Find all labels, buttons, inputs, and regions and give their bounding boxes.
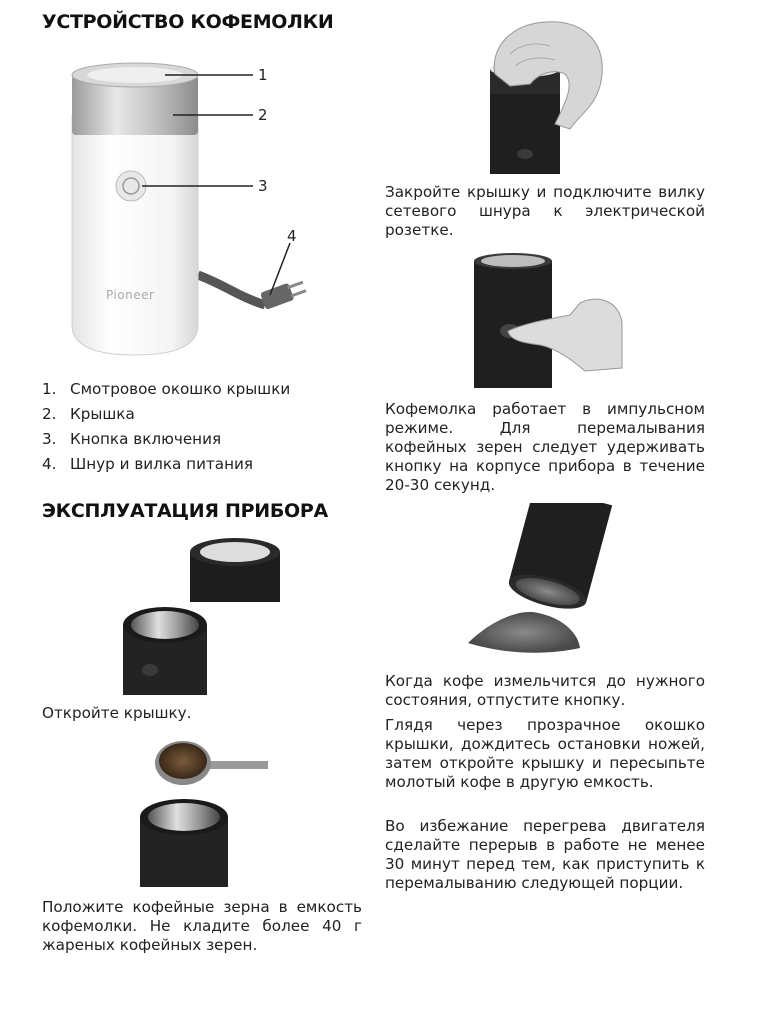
callout-3: 3 bbox=[258, 177, 268, 195]
ground-coffee-illustration bbox=[468, 503, 628, 661]
step-open-lid: Откройте крышку. bbox=[42, 704, 192, 722]
list-item: 4. Шнур и вилка питания bbox=[42, 455, 254, 473]
add-beans-illustration bbox=[138, 737, 278, 887]
step-add-beans: Положите кофейные зерна в емкость кофемолки. Не кладите более 40 г жареных кофейных зерен. bbox=[42, 898, 362, 954]
brand-label: Pioneer bbox=[106, 288, 155, 302]
step-release: Когда кофе измельчится до нужного состояния, отпустите кнопку. bbox=[385, 672, 705, 709]
callout-1: 1 bbox=[258, 66, 268, 84]
section-title-device: УСТРОЙСТВО КОФЕМОЛКИ bbox=[42, 11, 334, 33]
step-close-lid: Закройте крышку и подключите вилку сетевого шнура к электрической розетке. bbox=[385, 183, 705, 239]
list-item: 2. Крышка bbox=[42, 405, 135, 423]
list-item: 3. Кнопка включения bbox=[42, 430, 222, 448]
step-pour: Глядя через прозрачное окошко крышки, дождитесь остановки ножей, затем откройте крышку и пересыпьте молотый кофе в другую емкость. bbox=[385, 716, 705, 791]
open-lid-illustration bbox=[120, 530, 290, 695]
press-button-illustration bbox=[470, 253, 630, 388]
callout-4: 4 bbox=[287, 227, 297, 245]
step-pulse-mode: Кофемолка работает в импульсном режиме. Для перемалывания кофейных зерен следует удерживать кнопку на корпусе прибора в течение 20-30 секунд. bbox=[385, 400, 705, 494]
callout-2: 2 bbox=[258, 106, 268, 124]
parts-list bbox=[42, 377, 362, 477]
close-lid-illustration bbox=[470, 14, 610, 174]
section-title-operation: ЭКСПЛУАТАЦИЯ ПРИБОРА bbox=[42, 500, 328, 522]
list-item: 1. Смотровое окошко крышки bbox=[42, 380, 291, 398]
grinder-diagram bbox=[60, 55, 320, 365]
step-overheat: Во избежание перегрева двигателя сделайте перерыв в работе не менее 30 минут перед тем, как приступить к перемалыванию следующей порции. bbox=[385, 817, 705, 892]
